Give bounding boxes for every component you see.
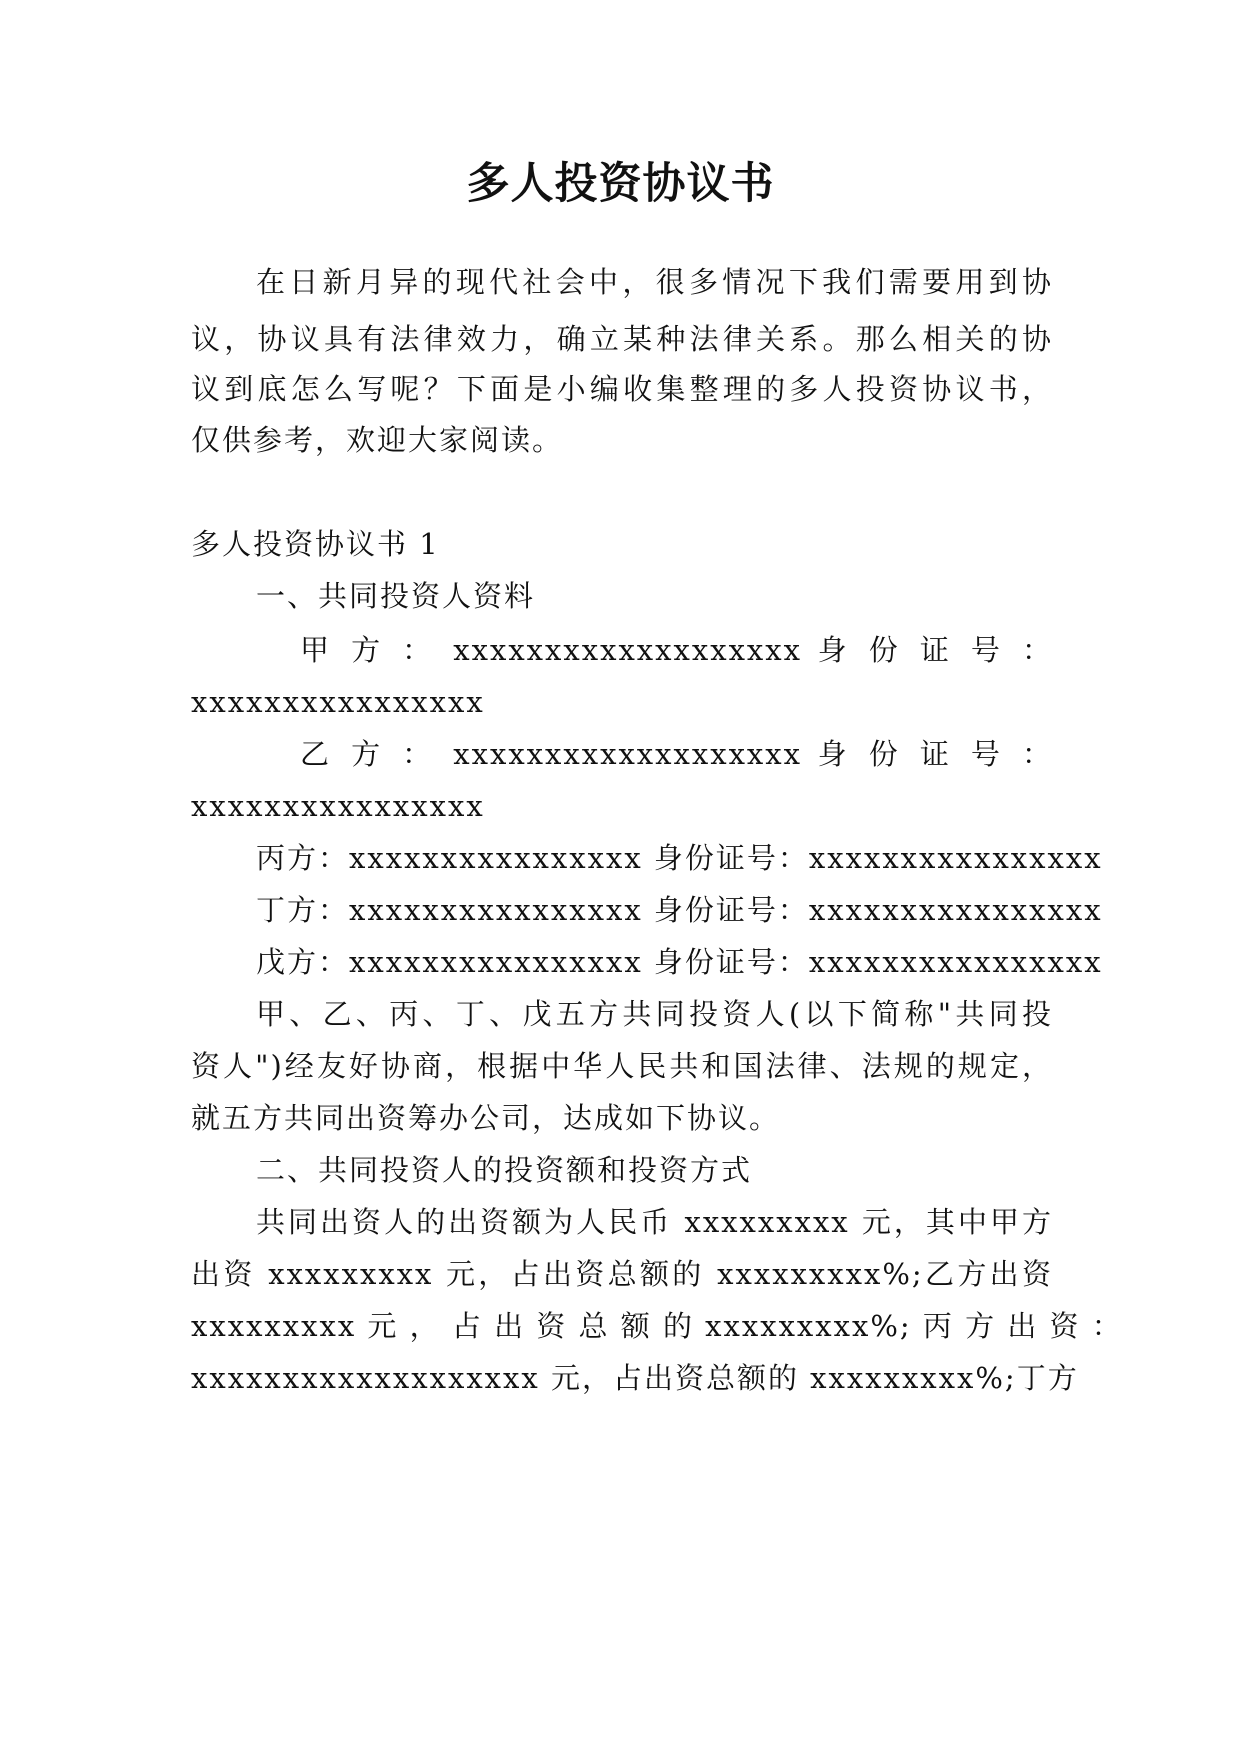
document-title: 多人投资协议书	[466, 159, 775, 209]
agreement-line: 就五方共同出资筹办公司，达成如下协议。	[191, 1101, 781, 1135]
investment-line: 共同出资人的出资额为人民币 xxxxxxxxx 元，其中甲方	[256, 1205, 1053, 1239]
party-e-line: 戊方：xxxxxxxxxxxxxxxx 身份证号：xxxxxxxxxxxxxxxx	[256, 945, 1103, 979]
intro-line: 议到底怎么写呢？下面是小编收集整理的多人投资协议书，	[191, 372, 1053, 406]
heading-investors-info: 一、共同投资人资料	[256, 579, 536, 613]
investment-line: xxxxxxxxx 元 ， 占 出 资 总 额 的 xxxxxxxxx%; 丙 方 出 资 ：	[191, 1309, 1123, 1343]
party-a-id-line: xxxxxxxxxxxxxxxx	[191, 685, 485, 719]
intro-line: 在日新月异的现代社会中，很多情况下我们需要用到协	[256, 265, 1053, 299]
party-b-id-line: xxxxxxxxxxxxxxxx	[191, 789, 485, 823]
agreement-line: 资人")经友好协商，根据中华人民共和国法律、法规的规定，	[191, 1049, 1053, 1083]
party-c-line: 丙方：xxxxxxxxxxxxxxxx 身份证号：xxxxxxxxxxxxxxxx	[256, 841, 1103, 875]
investment-line: xxxxxxxxxxxxxxxxxxx 元，占出资总额的 xxxxxxxxx%;丁方	[191, 1361, 1079, 1395]
intro-line: 仅供参考，欢迎大家阅读。	[191, 423, 564, 457]
party-d-line: 丁方：xxxxxxxxxxxxxxxx 身份证号：xxxxxxxxxxxxxxxx	[256, 893, 1103, 927]
investment-line: 出资 xxxxxxxxx 元，占出资总额的 xxxxxxxxx%;乙方出资	[191, 1257, 1053, 1291]
party-a-line: 甲 方 ： xxxxxxxxxxxxxxxxxxx 身 份 证 号 ：	[300, 633, 1053, 667]
heading-investment-amount: 二、共同投资人的投资额和投资方式	[256, 1153, 753, 1187]
party-b-line: 乙 方 ： xxxxxxxxxxxxxxxxxxx 身 份 证 号 ：	[300, 737, 1053, 771]
agreement-line: 甲、乙、丙、丁、戊五方共同投资人(以下简称"共同投	[256, 997, 1053, 1031]
section-title: 多人投资协议书 1	[191, 527, 440, 561]
intro-line: 议，协议具有法律效力，确立某种法律关系。那么相关的协	[191, 322, 1053, 356]
